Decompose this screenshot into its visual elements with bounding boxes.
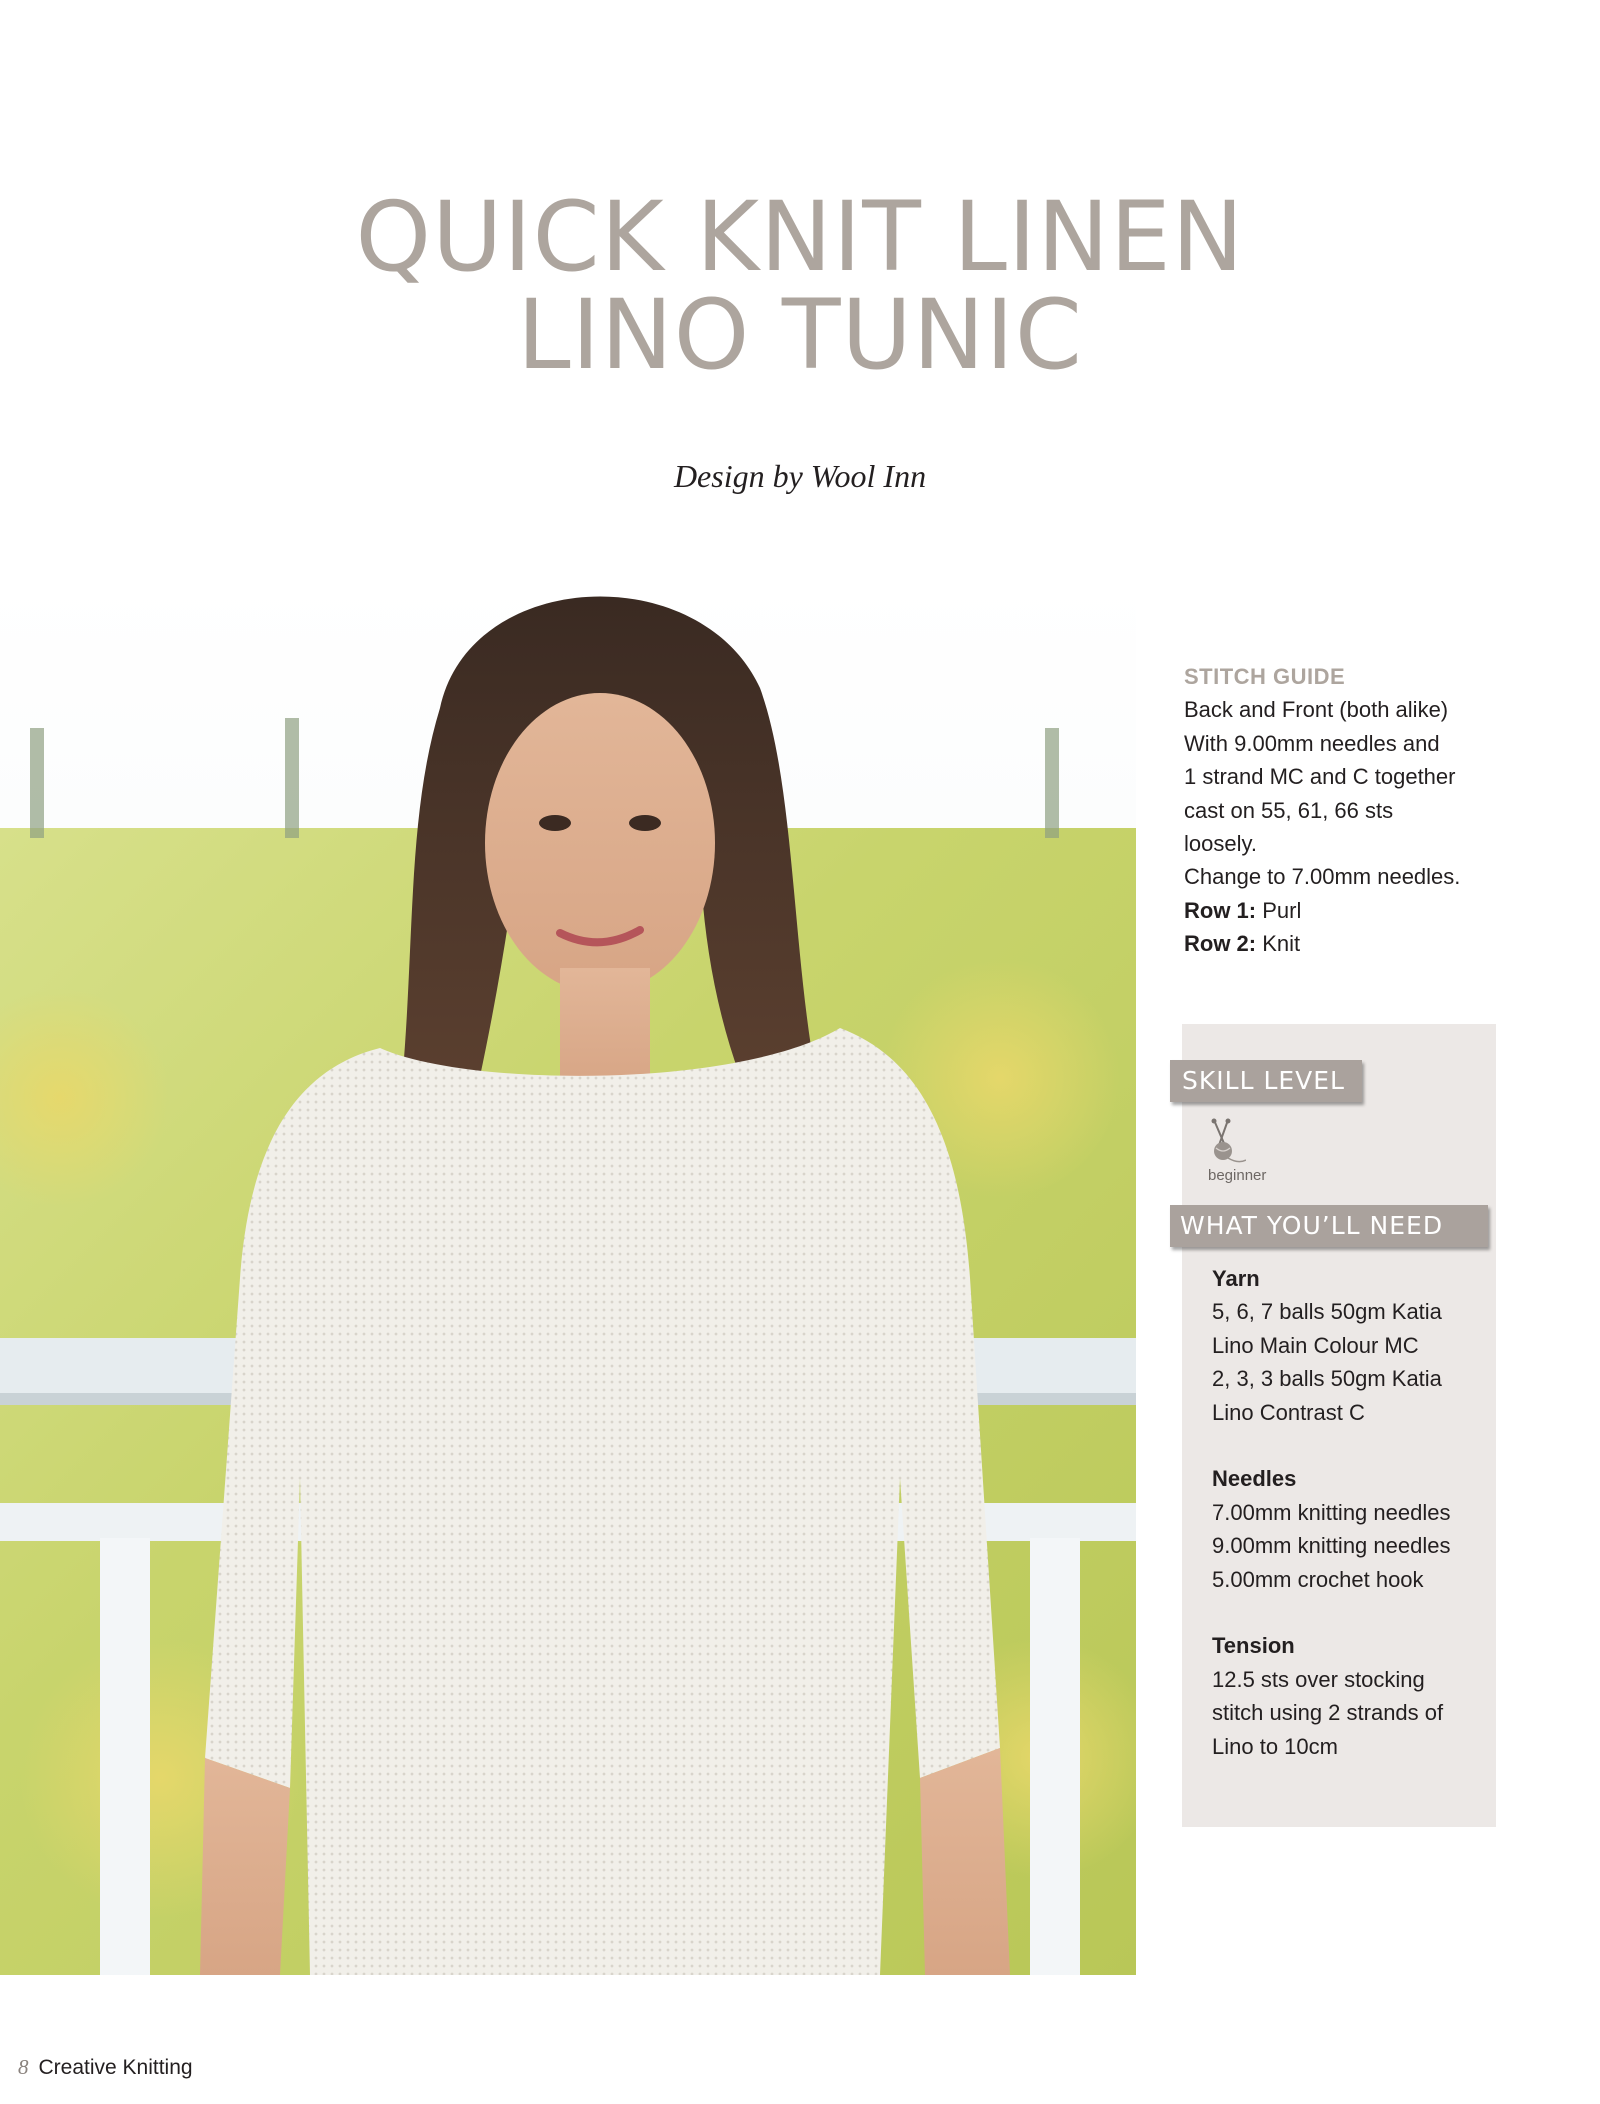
stitch-guide-row: [1184, 927, 1504, 960]
yarn-ball-needles-icon: [1206, 1118, 1246, 1168]
page-title: [0, 181, 1600, 391]
list-item: 12.5 sts over stocking: [1212, 1666, 1425, 1692]
what-you-need-list: [1212, 1262, 1492, 1763]
row-label: Row 2:: [1184, 931, 1257, 957]
stitch-guide-row: [1184, 894, 1504, 927]
title-line-1: QUICK KNIT LINEN: [355, 181, 1245, 293]
skill-level-tab: SKILL LEVEL: [1170, 1060, 1362, 1102]
publication-name: Creative Knitting: [38, 2056, 193, 2079]
what-you-need-tab: WHAT YOU’LL NEED: [1170, 1205, 1488, 1247]
list-item: Lino to 10cm: [1212, 1733, 1338, 1759]
skill-level-label: beginner: [1208, 1167, 1267, 1184]
list-item: Lino Main Colour MC: [1212, 1332, 1419, 1358]
page-footer: [18, 2055, 193, 2080]
list-item: 7.00mm knitting needles: [1212, 1499, 1451, 1525]
stitch-guide-line: loosely.: [1184, 831, 1257, 857]
list-item: 5, 6, 7 balls 50gm Katia: [1212, 1299, 1442, 1325]
stitch-guide-line: With 9.00mm needles and: [1184, 730, 1440, 756]
stitch-guide: [1184, 660, 1504, 961]
section-heading-yarn: Yarn: [1212, 1266, 1260, 1291]
section-heading-tension: Tension: [1212, 1633, 1295, 1659]
title-line-2: LINO TUNIC: [517, 279, 1083, 391]
stitch-guide-heading: STITCH GUIDE: [1184, 664, 1346, 689]
row-text: Purl: [1256, 897, 1302, 923]
spacer: [1212, 1596, 1492, 1629]
list-item: 5.00mm crochet hook: [1212, 1566, 1424, 1592]
stitch-guide-line: Change to 7.00mm needles.: [1184, 864, 1461, 890]
list-item: stitch using 2 strands of: [1212, 1700, 1444, 1726]
row-text: Knit: [1256, 931, 1301, 957]
stitch-guide-line: cast on 55, 61, 66 sts: [1184, 797, 1394, 823]
spacer: [1212, 1429, 1492, 1462]
page-number: 8: [18, 2055, 29, 2079]
designer-byline: Design by Wool Inn: [673, 458, 927, 494]
model-photo: [0, 578, 1136, 1975]
row-label: Row 1:: [1184, 897, 1257, 923]
list-item: Lino Contrast C: [1212, 1399, 1365, 1425]
stitch-guide-line: Back and Front (both alike): [1184, 697, 1449, 723]
list-item: 9.00mm knitting needles: [1212, 1533, 1451, 1559]
stitch-guide-line: 1 strand MC and C together: [1184, 764, 1456, 790]
section-heading-needles: Needles: [1212, 1466, 1297, 1492]
list-item: 2, 3, 3 balls 50gm Katia: [1212, 1366, 1442, 1392]
